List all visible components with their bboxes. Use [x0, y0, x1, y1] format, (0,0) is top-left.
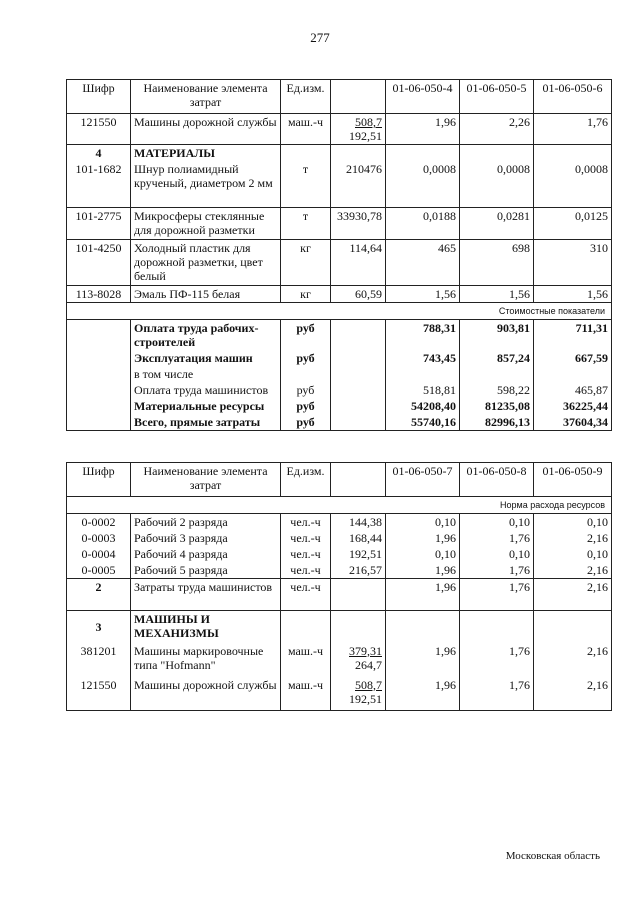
- row-code: 2: [67, 579, 131, 611]
- row-v2: 0,0281: [460, 207, 534, 239]
- row-name: Рабочий 5 разряда: [131, 562, 281, 579]
- row-code: 101-1682: [67, 161, 131, 207]
- row-unit: чел.-ч: [281, 562, 331, 579]
- col-price: [331, 80, 386, 114]
- cost-v3: 667,59: [534, 350, 612, 366]
- price-top: 508,7: [355, 677, 382, 692]
- row-unit: т: [281, 161, 331, 207]
- row-v3: 1,56: [534, 285, 612, 302]
- row-price: 216,57: [331, 562, 386, 579]
- row-name: Рабочий 4 разряда: [131, 546, 281, 562]
- row-v1: 0,10: [386, 514, 460, 531]
- row-unit: чел.-ч: [281, 546, 331, 562]
- cost-name: в том числе: [131, 366, 281, 382]
- row-code: 121550: [67, 677, 131, 711]
- cost-v3: 711,31: [534, 319, 612, 350]
- col-unit: Ед.изм.: [281, 80, 331, 114]
- table-row: [67, 530, 612, 546]
- row-v1: 0,0188: [386, 207, 460, 239]
- row-code: 0-0004: [67, 546, 131, 562]
- row-v3: 2,16: [534, 643, 612, 677]
- row-name: Машины маркировочные типа "Hofmann": [131, 643, 281, 677]
- row-unit: маш.-ч: [281, 114, 331, 145]
- row-v2: 0,10: [460, 546, 534, 562]
- section-title: МАТЕРИАЛЫ: [131, 145, 281, 162]
- row-v2: 1,76: [460, 530, 534, 546]
- row-price: 114,64: [331, 239, 386, 285]
- page-number: 277: [310, 30, 330, 45]
- cost-name: Эксплуатация машин: [131, 350, 281, 366]
- row-price: 192,51: [331, 546, 386, 562]
- row-v1: 465: [386, 239, 460, 285]
- norm-label-row: [67, 497, 612, 514]
- cost-unit: руб: [281, 382, 331, 398]
- cost-name: Оплата труда машинистов: [131, 382, 281, 398]
- row-unit: чел.-ч: [281, 579, 331, 611]
- row-price: 144,38: [331, 514, 386, 531]
- cost-v2: 598,22: [460, 382, 534, 398]
- row-v1: 1,96: [386, 579, 460, 611]
- row-v1: 1,96: [386, 114, 460, 145]
- row-price: 60,59: [331, 285, 386, 302]
- price-bottom: 192,51: [349, 691, 382, 706]
- row-name: Эмаль ПФ-115 белая: [131, 285, 281, 302]
- row-unit: маш.-ч: [281, 643, 331, 677]
- row-name: Холодный пластик для дорожной разметки, цвет белый: [131, 239, 281, 285]
- cost-v2: 81235,08: [460, 398, 534, 414]
- table-row: [67, 239, 612, 285]
- footer-region: Московская область: [505, 850, 600, 862]
- cost-name: Всего, прямые затраты: [131, 414, 281, 431]
- row-v1: 1,96: [386, 677, 460, 711]
- row-price: [331, 643, 386, 677]
- price-top: 508,7: [355, 115, 382, 129]
- header-row: [67, 463, 612, 497]
- table-row: [67, 514, 612, 531]
- cost-v3: 36225,44: [534, 398, 612, 414]
- row-v1: 0,10: [386, 546, 460, 562]
- row-price: 210476: [331, 161, 386, 207]
- row-price: [331, 677, 386, 711]
- row-v3: 2,16: [534, 562, 612, 579]
- col-unit: Ед.изм.: [281, 463, 331, 497]
- col-050-8: 01-06-050-8: [460, 463, 534, 497]
- table-row: [67, 207, 612, 239]
- row-v2: 2,26: [460, 114, 534, 145]
- cost-row: [67, 414, 612, 431]
- row-code: 0-0003: [67, 530, 131, 546]
- row-code: 0-0005: [67, 562, 131, 579]
- row-price: 33930,78: [331, 207, 386, 239]
- cost-v1: 518,81: [386, 382, 460, 398]
- norm-label: Норма расхода ресурсов: [67, 497, 612, 514]
- col-name: Наименование элемента затрат: [131, 463, 281, 497]
- cost-name: Материальные ресурсы: [131, 398, 281, 414]
- cost-name: Оплата труда рабочих-строителей: [131, 319, 281, 350]
- cost-v1: 54208,40: [386, 398, 460, 414]
- row-v2: 0,0008: [460, 161, 534, 207]
- cost-unit: руб: [281, 350, 331, 366]
- cost-v3: 465,87: [534, 382, 612, 398]
- row-code: 101-2775: [67, 207, 131, 239]
- price-top: 379,31: [349, 643, 382, 658]
- table-row: [67, 643, 612, 677]
- row-v3: 2,16: [534, 579, 612, 611]
- col-name: Наименование элемента затрат: [131, 80, 281, 114]
- row-name: Затраты труда машинистов: [131, 579, 281, 611]
- empty-cell: [281, 145, 331, 162]
- row-v3: 0,0125: [534, 207, 612, 239]
- row-name: Шнур полиамидный крученый, диаметром 2 мм: [131, 161, 281, 207]
- row-price: 168,44: [331, 530, 386, 546]
- row-v3: 2,16: [534, 677, 612, 711]
- section-num: 3: [67, 611, 131, 643]
- row-name: Микросферы стеклянные для дорожной разметки: [131, 207, 281, 239]
- row-code: 381201: [67, 643, 131, 677]
- row-code: 113-8028: [67, 285, 131, 302]
- col-code: Шифр: [67, 463, 131, 497]
- table-row: [67, 677, 612, 711]
- col-050-7: 01-06-050-7: [386, 463, 460, 497]
- row-v1: 1,96: [386, 643, 460, 677]
- row-v3: 0,0008: [534, 161, 612, 207]
- col-050-4: 01-06-050-4: [386, 80, 460, 114]
- row-unit: кг: [281, 239, 331, 285]
- resource-table-2: [66, 462, 612, 711]
- table-row: [67, 579, 612, 611]
- section-num: 4: [67, 145, 131, 162]
- price-bottom: 264,7: [355, 657, 382, 672]
- row-v3: 310: [534, 239, 612, 285]
- cost-row: [67, 366, 612, 382]
- empty-cell: [331, 145, 386, 162]
- row-price: [331, 114, 386, 145]
- row-v3: 1,76: [534, 114, 612, 145]
- empty-cell: [386, 145, 460, 162]
- row-v2: 1,76: [460, 677, 534, 711]
- cost-row: [67, 398, 612, 414]
- row-unit: чел.-ч: [281, 530, 331, 546]
- section-row: [67, 611, 612, 643]
- table-row: [67, 114, 612, 145]
- table-row: [67, 161, 612, 207]
- header-row: [67, 80, 612, 114]
- row-v3: 2,16: [534, 530, 612, 546]
- row-v2: 1,76: [460, 643, 534, 677]
- cost-v2: 82996,13: [460, 414, 534, 431]
- row-v1: 1,56: [386, 285, 460, 302]
- row-v2: 1,76: [460, 562, 534, 579]
- resource-table-1: [66, 79, 612, 431]
- row-v1: 1,96: [386, 530, 460, 546]
- section-title: МАШИНЫ И МЕХАНИЗМЫ: [131, 611, 281, 643]
- row-v2: 1,56: [460, 285, 534, 302]
- row-name: Рабочий 3 разряда: [131, 530, 281, 546]
- cost-label: Стоимостные показатели: [67, 302, 612, 319]
- cost-row: [67, 319, 612, 350]
- table-row: [67, 562, 612, 579]
- cost-v1: 743,45: [386, 350, 460, 366]
- row-v2: 1,76: [460, 579, 534, 611]
- section-row: [67, 145, 612, 162]
- col-code: Шифр: [67, 80, 131, 114]
- cost-v2: 903,81: [460, 319, 534, 350]
- cost-v1: 55740,16: [386, 414, 460, 431]
- row-unit: кг: [281, 285, 331, 302]
- col-050-5: 01-06-050-5: [460, 80, 534, 114]
- row-v3: 0,10: [534, 546, 612, 562]
- cost-row: [67, 382, 612, 398]
- cost-row: [67, 350, 612, 366]
- col-050-6: 01-06-050-6: [534, 80, 612, 114]
- empty-cell: [534, 145, 612, 162]
- row-unit: т: [281, 207, 331, 239]
- row-code: 0-0002: [67, 514, 131, 531]
- empty-cell: [460, 145, 534, 162]
- cost-unit: руб: [281, 319, 331, 350]
- row-name: Машины дорожной службы: [131, 677, 281, 711]
- cost-label-row: [67, 302, 612, 319]
- col-price: [331, 463, 386, 497]
- row-code: 121550: [67, 114, 131, 145]
- cost-v1: 788,31: [386, 319, 460, 350]
- price-bottom: 192,51: [349, 129, 382, 143]
- col-050-9: 01-06-050-9: [534, 463, 612, 497]
- cost-v2: 857,24: [460, 350, 534, 366]
- cost-unit: руб: [281, 398, 331, 414]
- row-v3: 0,10: [534, 514, 612, 531]
- row-v1: 0,0008: [386, 161, 460, 207]
- cost-unit: руб: [281, 414, 331, 431]
- row-name: Рабочий 2 разряда: [131, 514, 281, 531]
- cost-v3: 37604,34: [534, 414, 612, 431]
- row-v1: 1,96: [386, 562, 460, 579]
- table-row: [67, 285, 612, 302]
- table-row: [67, 546, 612, 562]
- row-unit: маш.-ч: [281, 677, 331, 711]
- row-v2: 698: [460, 239, 534, 285]
- row-code: 101-4250: [67, 239, 131, 285]
- row-unit: чел.-ч: [281, 514, 331, 531]
- row-name: Машины дорожной службы: [131, 114, 281, 145]
- row-v2: 0,10: [460, 514, 534, 531]
